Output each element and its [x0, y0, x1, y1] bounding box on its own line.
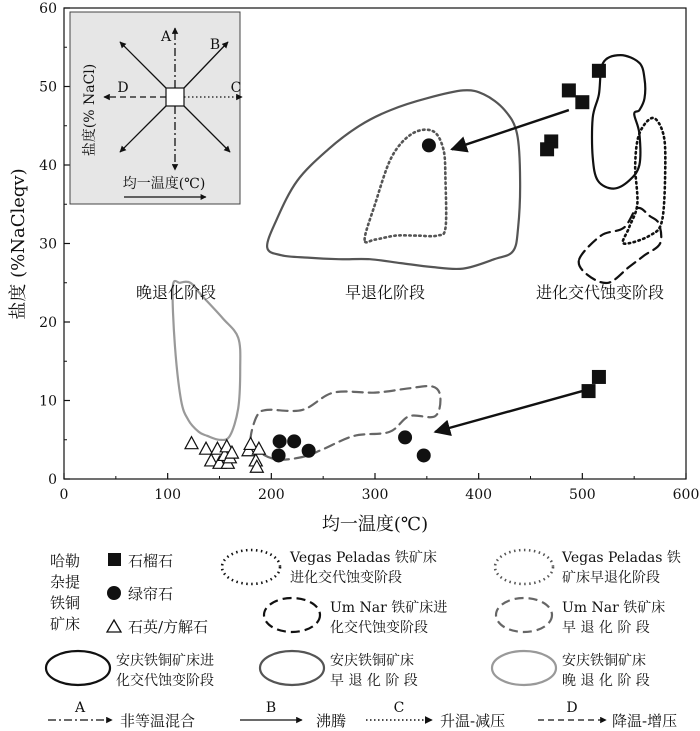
- epidote-point: [422, 138, 436, 152]
- legend-process-c-letter: C: [393, 700, 405, 716]
- legend-field-um-prograde-line2: 化交代蚀变阶段: [330, 620, 428, 636]
- x-tick-label: 400: [465, 487, 493, 503]
- inset-label-d: D: [117, 80, 129, 96]
- legend-process-d-letter: D: [566, 700, 578, 716]
- legend-process-d-label: 降温-增压: [612, 712, 678, 730]
- stage-label-late: 晚退化阶段: [135, 283, 217, 302]
- legend-field-aq-prograde: [46, 651, 110, 685]
- trend-arrows: [435, 110, 582, 432]
- legend-garnet-label: 石榴石: [128, 552, 174, 570]
- y-tick-label: 20: [39, 315, 57, 331]
- x-tick-label: 100: [154, 487, 182, 503]
- legend-deposit-line1: 哈勒: [50, 552, 81, 570]
- trend-arrow: [435, 391, 582, 432]
- inset-label-a: A: [160, 29, 172, 45]
- y-tick-label: 60: [39, 1, 57, 17]
- legend-deposit-line3: 铁铜: [50, 594, 81, 612]
- legend-field-vp-prograde-line1: Vegas Peladas 铁矿床: [290, 550, 437, 566]
- legend-field-vp-prograde-line2: 进化交代蚀变阶段: [290, 570, 402, 586]
- garnet-point: [582, 384, 596, 398]
- inset-label-c: C: [230, 80, 242, 96]
- legend-field-aq-early: [260, 651, 324, 685]
- y-tick-label: 10: [39, 393, 57, 410]
- legend-field-um-early-line1: Um Nar 铁矿床: [562, 600, 666, 616]
- legend-field-aq-prograde-line1: 安庆铁铜矿床进: [116, 653, 214, 669]
- legend-process-b-letter: B: [265, 700, 277, 716]
- legend-field-vp-early-line2: 矿床早退化阶段: [562, 570, 660, 586]
- field-outline-5: [267, 90, 520, 269]
- legend-field-um-early: [496, 598, 552, 632]
- data-points: [185, 64, 606, 472]
- stage-label-prograde: 进化交代蚀变阶段: [535, 283, 665, 302]
- field-outlines: [173, 55, 666, 460]
- x-tick-label: 500: [568, 487, 596, 503]
- legend-garnet-symbol: [108, 553, 121, 566]
- legend-process-c-label: 升温-减压: [440, 712, 506, 730]
- y-tick-label: 40: [39, 158, 57, 174]
- legend-deposit-line2: 杂提: [50, 573, 81, 591]
- inset-label-b: B: [209, 37, 221, 53]
- legend-field-um-prograde-line1: Um Nar 铁矿床进: [330, 600, 448, 616]
- legend-field-vp-early-line1: Vegas Peladas 铁: [562, 550, 681, 566]
- garnet-point: [592, 64, 606, 78]
- y-tick-label: 0: [48, 472, 57, 488]
- inset-x-label: 均一温度(℃): [122, 176, 206, 192]
- field-outline-2: [579, 208, 662, 283]
- legend-process-a-letter: A: [74, 700, 86, 716]
- epidote-point: [398, 430, 412, 444]
- legend-deposit-line4: 矿床: [50, 615, 81, 633]
- process-inset: [70, 12, 242, 204]
- garnet-point: [562, 83, 576, 97]
- legend-process-a-label: 非等温混合: [120, 712, 196, 730]
- x-tick-label: 600: [672, 487, 700, 503]
- y-axis-title: 盐度 (%NaCleqv): [8, 168, 29, 320]
- legend-process-b-label: 沸腾: [316, 712, 347, 730]
- legend-field-vp-early: [495, 550, 553, 584]
- stage-label-early: 早退化阶段: [344, 283, 426, 302]
- legend-field-vp-prograde: [222, 550, 280, 584]
- epidote-point: [417, 448, 431, 462]
- epidote-point: [273, 434, 287, 448]
- legend: [46, 549, 681, 730]
- legend-epidote-symbol: [107, 586, 121, 600]
- epidote-point: [272, 448, 286, 462]
- legend-field-aq-late: [492, 651, 556, 685]
- legend-field-aq-prograde-line2: 化交代蚀变阶段: [116, 673, 214, 689]
- legend-field-aq-late-line1: 安庆铁铜矿床: [562, 653, 646, 669]
- inset-center-square: [166, 88, 184, 106]
- legend-quartz-label: 石英/方解石: [128, 618, 209, 636]
- legend-field-um-prograde: [264, 598, 320, 632]
- x-axis-title: 均一温度(℃): [321, 514, 429, 535]
- garnet-point: [540, 142, 554, 156]
- y-tick-label: 50: [39, 79, 57, 96]
- x-tick-label: 300: [361, 487, 389, 503]
- legend-field-aq-early-line2: 早 退 化 阶 段: [330, 673, 418, 689]
- quartz-calcite-point: [244, 437, 257, 449]
- legend-epidote-label: 绿帘石: [128, 585, 174, 603]
- inset-y-label: 盐度(% NaCl): [82, 63, 98, 157]
- garnet-point: [592, 370, 606, 384]
- legend-field-um-early-line2: 早 退 化 阶 段: [562, 620, 650, 636]
- quartz-calcite-point: [200, 442, 213, 454]
- legend-field-aq-late-line2: 晚 退 化 阶 段: [562, 673, 650, 689]
- epidote-point: [302, 444, 316, 458]
- legend-field-aq-early-line1: 安庆铁铜矿床: [330, 653, 414, 669]
- epidote-point: [287, 434, 301, 448]
- legend-quartz-symbol: [107, 620, 121, 632]
- quartz-calcite-point: [185, 437, 198, 449]
- y-tick-label: 30: [39, 236, 57, 253]
- x-tick-label: 0: [59, 487, 69, 503]
- x-tick-label: 200: [257, 487, 285, 503]
- field-outline-6: [173, 281, 241, 440]
- garnet-point: [575, 95, 589, 109]
